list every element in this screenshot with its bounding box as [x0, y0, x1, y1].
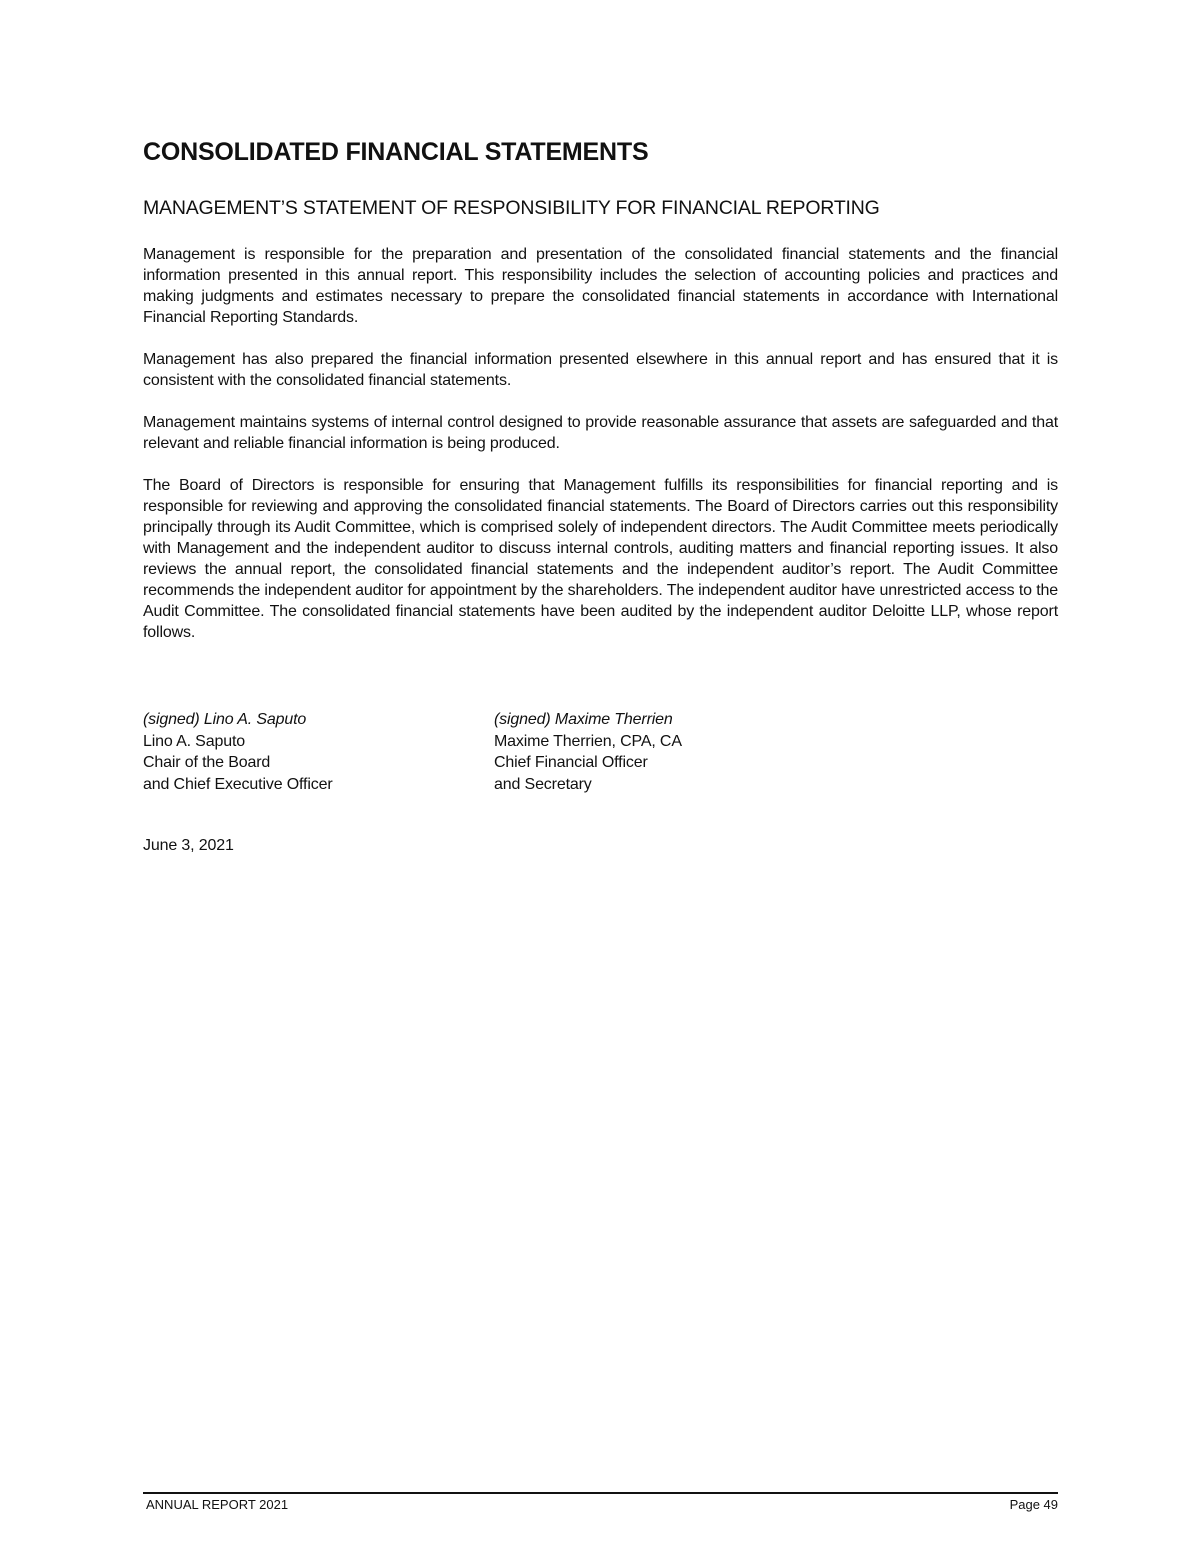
page-number: Page 49 — [1009, 1497, 1058, 1512]
paragraph-financial-information: Management has also prepared the financial information presented elsewhere in this annual report and has ensured that it is consistent with the consolidated financial statements. — [143, 351, 1058, 389]
signature-section — [143, 709, 1058, 795]
page-title: CONSOLIDATED FINANCIAL STATEMENTS — [143, 138, 649, 166]
statement-date: June 3, 2021 — [143, 837, 234, 854]
footer-report-title: ANNUAL REPORT 2021 — [146, 1497, 289, 1512]
paragraph-internal-control: Management maintains systems of internal control designed to provide reasonable assurance that assets are safeguarded and that relevant and reliable financial information is being produced. — [143, 414, 1058, 452]
signed-line: (signed) Lino A. Saputo — [143, 711, 307, 728]
paragraph-management-responsibility: Management is responsible for the preparation and presentation of the consolidated financial statements and the financial information presented in this annual report. This responsibility includes the selection of accounting policies and practices and making judgments and estimates necessary to prepare the consolidated financial statements in accordance with International Financial Reporting Standards. — [143, 246, 1058, 326]
signatory-name: Maxime Therrien, CPA, CA — [494, 732, 682, 750]
document-page — [143, 0, 1058, 1553]
page-footer — [143, 1497, 1058, 1513]
signatory-title-continued: and Secretary — [494, 775, 592, 793]
signatory-title-continued: and Chief Executive Officer — [143, 775, 333, 793]
statement-body — [143, 244, 1058, 664]
paragraph-board-of-directors: The Board of Directors is responsible for ensuring that Management fulfills its responsibilities for financial reporting and is responsible for reviewing and approving the consolidated financial statements. The Board of Directors carries out this responsibility principally through its Audit Committee, which is comprised solely of independent directors. The Audit Committee meets periodically with Management and the independent auditor to discuss internal controls, auditing matters and financial reporting issues. It also reviews the annual report, the consolidated financial statements and the independent auditor’s report. The Audit Committee recommends the independent auditor for appointment by the shareholders. The independent auditor have unrestricted access to the Audit Committee. The consolidated financial statements have been audited by the independent auditor Deloitte LLP, whose report follows. — [143, 477, 1058, 641]
signatory-title: Chair of the Board — [143, 754, 271, 771]
signature-block-cfo — [494, 709, 845, 795]
footer-divider — [143, 1492, 1058, 1494]
signatory-name: Lino A. Saputo — [143, 732, 245, 750]
signed-line: (signed) Maxime Therrien — [494, 711, 673, 728]
section-subtitle: MANAGEMENT’S STATEMENT OF RESPONSIBILITY FOR FINANCIAL REPORTING — [143, 197, 880, 219]
signatory-title: Chief Financial Officer — [494, 754, 648, 771]
signature-block-ceo — [143, 709, 494, 795]
